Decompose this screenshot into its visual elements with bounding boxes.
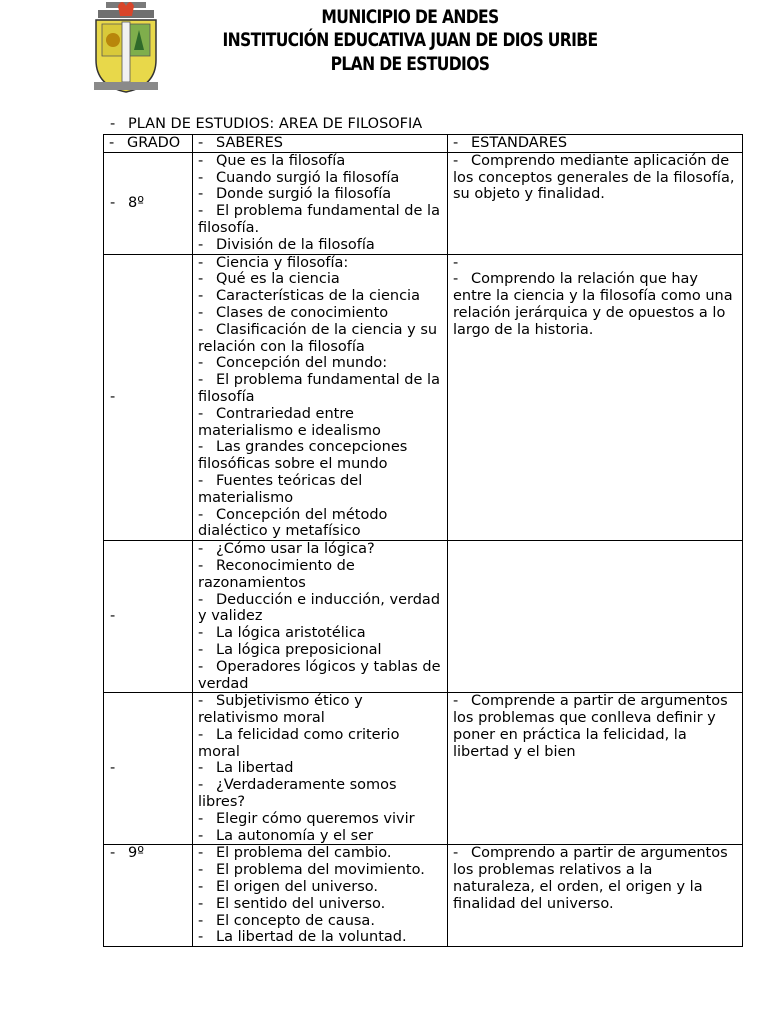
grade-cell: - 8º <box>104 152 193 254</box>
estandar-item: - <box>453 254 459 271</box>
saber-item: - Elegir cómo queremos vivir <box>198 810 415 827</box>
municipality-title: MUNICIPIO DE ANDES <box>321 6 499 28</box>
grade-cell: - 9º <box>104 845 193 947</box>
estandar-item: - Comprende a partir de argumentos los problemas que conlleva definir y poner en práctica la felicidad, la libertad y el bien <box>453 693 728 760</box>
saber-item: - El concepto de causa. <box>198 912 375 929</box>
saberes-cell <box>193 254 448 541</box>
saber-item: - El problema fundamental de la filosofía <box>198 372 440 405</box>
saber-item: - Concepción del método dialéctico y metafísico <box>198 506 388 540</box>
estandares-cell <box>448 152 743 254</box>
estandares-cell <box>448 693 743 845</box>
saber-item: - Contrariedad entre materialismo e idealismo <box>198 405 381 439</box>
estandar-item: - Comprendo a partir de argumentos los problemas relativos a la naturaleza, el orden, el origen y la finalidad del universo. <box>453 845 728 912</box>
grade-cell: - <box>104 254 193 541</box>
saber-item: - La libertad de la voluntad. <box>198 929 407 946</box>
estandar-item: - Comprendo mediante aplicación de los conceptos generales de la filosofía, su objeto y finalidad. <box>453 152 735 203</box>
saber-item: - La libertad <box>198 760 294 777</box>
saber-item: - Qué es la ciencia <box>198 271 340 288</box>
grade-cell: - <box>104 541 193 693</box>
saber-item: - Características de la ciencia <box>198 288 420 305</box>
plan-subtitle-text: PLAN DE ESTUDIOS: AREA DE FILOSOFIA <box>128 116 423 132</box>
saber-item: - División de la filosofía <box>198 236 375 253</box>
estandar-item: - Comprendo la relación que hay entre la ciencia y la filosofía como una relación jerárquica y de opuestos a lo largo de la historia. <box>453 271 733 338</box>
estandares-cell <box>448 254 743 541</box>
table-row <box>104 541 743 693</box>
grade-value: 9º <box>128 845 145 862</box>
table-row <box>104 845 743 947</box>
plan-subtitle: - PLAN DE ESTUDIOS: AREA DE FILOSOFIA <box>110 116 423 132</box>
saber-item: - Clases de conocimiento <box>198 304 389 321</box>
column-header-saberes: - SABERES <box>193 135 448 153</box>
saber-item: - Que es la filosofía <box>198 152 346 169</box>
saber-item: - Las grandes concepciones filosóficas sobre el mundo <box>198 439 408 473</box>
curriculum-table <box>103 134 743 947</box>
saber-item: - Fuentes teóricas del materialismo <box>198 472 363 506</box>
saber-item: - Donde surgió la filosofía <box>198 186 392 203</box>
saber-item: - Subjetivismo ético y relativismo moral <box>198 693 363 727</box>
saber-item: - El problema del cambio. <box>198 845 392 862</box>
saber-item: - Ciencia y filosofía: <box>198 254 349 271</box>
saber-item: - Reconocimiento de razonamientos <box>198 557 355 591</box>
saber-item: - El problema fundamental de la filosofía. <box>198 203 440 236</box>
saber-item: - Concepción del mundo: <box>198 355 388 372</box>
saber-item: - Operadores lógicos y tablas de verdad <box>198 658 441 692</box>
institution-title: INSTITUCIÓN EDUCATIVA JUAN DE DIOS URIBE <box>222 29 598 51</box>
document-title: PLAN DE ESTUDIOS <box>330 53 490 75</box>
saberes-cell <box>193 693 448 845</box>
saberes-cell <box>193 845 448 947</box>
estandares-cell <box>448 541 743 693</box>
saber-item: - Cuando surgió la filosofía <box>198 169 400 186</box>
saber-item: - El origen del universo. <box>198 879 378 896</box>
table-header-row <box>104 135 743 153</box>
estandares-cell <box>448 845 743 947</box>
saberes-cell <box>193 152 448 254</box>
saber-item: - La lógica aristotélica <box>198 625 366 642</box>
grade-value: 8º <box>128 194 145 211</box>
saber-item: - El sentido del universo. <box>198 895 386 912</box>
column-header-grado: - GRADO <box>104 135 193 153</box>
saberes-cell <box>193 541 448 693</box>
grade-cell: - <box>104 693 193 845</box>
saber-item: - La felicidad como criterio moral <box>198 726 400 760</box>
table-row <box>104 693 743 845</box>
saber-item: - ¿Cómo usar la lógica? <box>198 541 375 558</box>
saber-item: - Clasificación de la ciencia y su relación con la filosofía <box>198 321 438 355</box>
column-header-estandares: - ESTANDARES <box>448 135 743 153</box>
saber-item: - El problema del movimiento. <box>198 862 425 879</box>
table-row <box>104 254 743 541</box>
table-row <box>104 152 743 254</box>
saber-item: - La autonomía y el ser <box>198 827 374 844</box>
saber-item: - La lógica preposicional <box>198 641 382 658</box>
saber-item: - Deducción e inducción, verdad y validez <box>198 591 441 625</box>
school-crest-logo <box>88 0 164 96</box>
saber-item: - ¿Verdaderamente somos libres? <box>198 777 397 811</box>
